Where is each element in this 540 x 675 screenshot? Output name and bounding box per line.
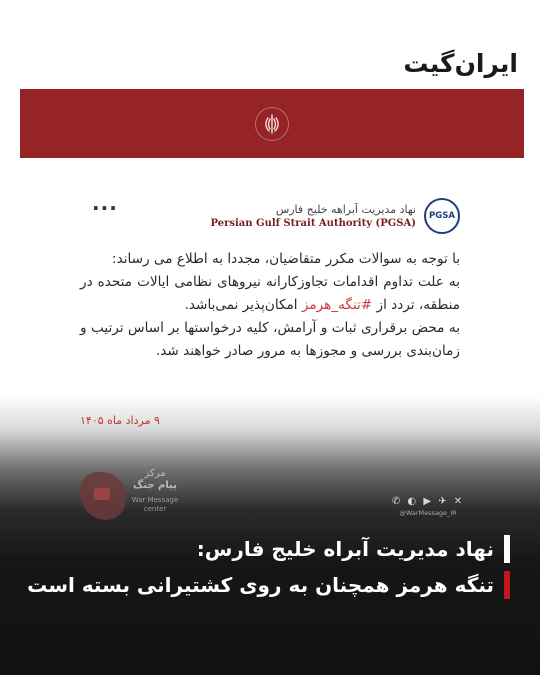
more-options-button[interactable]: ... (92, 191, 118, 215)
tweet-body (80, 248, 460, 363)
headline (27, 531, 510, 603)
divider (80, 433, 460, 434)
tweet-paragraph: با توجه به سوالات مکرر متقاضیان، مجددا به اطلاع می رساند: (112, 251, 460, 267)
tweet-paragraph (80, 271, 460, 317)
brand-name: ایران‌گیت (403, 48, 518, 78)
tweet-card (80, 190, 460, 440)
tweet-author[interactable] (211, 194, 461, 238)
headline-marker (504, 571, 510, 599)
social-icons: ✆ ◐ ▶ ✈ ✕ (391, 496, 465, 507)
headline-marker (504, 535, 510, 563)
iran-emblem-icon (255, 107, 289, 141)
watermark-en: War Message center (131, 496, 179, 513)
social-handle: @WarMessage_IR (399, 509, 457, 517)
tweet-date: ۹ مرداد ماه ۱۴۰۵ (80, 414, 160, 427)
tweet-text: به علت تداوم اقدامات تجاوزکارانه نیروهای نظامی ایالات متحده در منطقه، تردد از (80, 274, 460, 313)
headline-line-2: تنگه هرمز همچنان به روی کشتیرانی بسته است (27, 573, 494, 597)
watermark-logo (80, 468, 180, 528)
watermark-title: پیام جنگ (133, 480, 177, 491)
headline-line-1: نهاد مدیریت آبراه خلیج فارس: (196, 537, 494, 561)
red-banner (20, 89, 524, 158)
tweet-paragraph: به محض برقراری ثبات و آرامش، کلیه درخواستها بر اساس ترتیب و زمان‌بندی بررسی و مجوزها به مرور صادر خواهند شد. (80, 320, 460, 359)
brand-logo (403, 46, 518, 80)
social-links (388, 496, 468, 517)
author-name-en: Persian Gulf Strait Authority (PGSA) (210, 217, 416, 229)
author-name-fa: نهاد مدیریت آبراهه خلیج فارس (275, 202, 416, 216)
author-avatar[interactable] (424, 198, 460, 234)
tweet-text: امکان‌پذیر نمی‌باشد. (184, 297, 302, 313)
avatar-label: PGSA (429, 211, 455, 221)
hashtag-link[interactable]: #تنگه_هرمز (301, 297, 373, 313)
watermark-title: مرکز (144, 468, 166, 479)
